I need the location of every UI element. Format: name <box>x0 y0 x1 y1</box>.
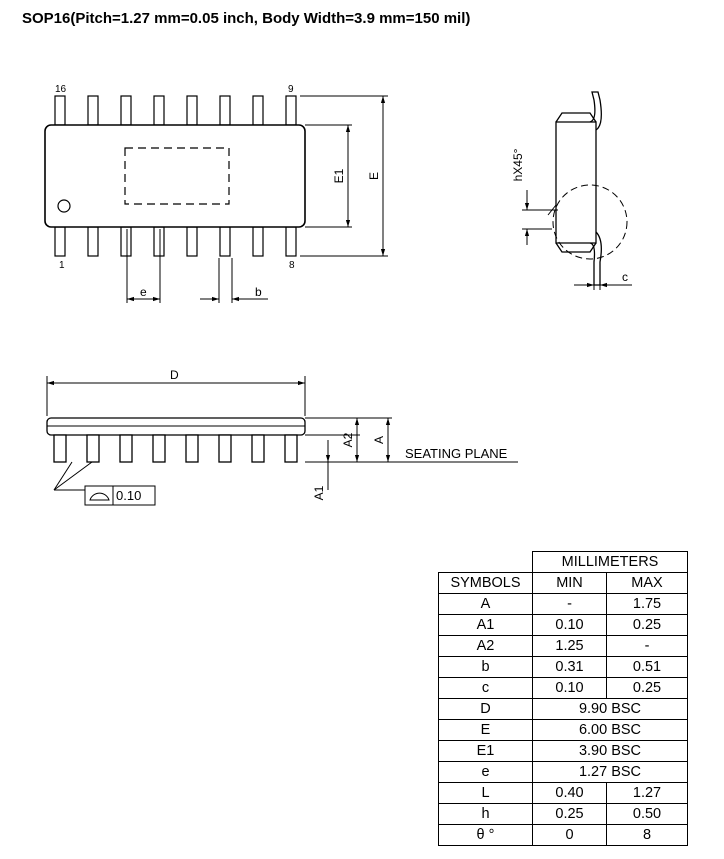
table-cell-min: - <box>533 594 607 615</box>
table-row <box>439 615 688 636</box>
table-row <box>439 804 688 825</box>
table-row <box>439 825 688 846</box>
table-cell-max: 8 <box>607 825 688 846</box>
lead-top <box>187 96 197 125</box>
lead-top <box>253 96 263 125</box>
table-cell-bsc: 3.90 BSC <box>533 741 688 762</box>
dim-label-a: A <box>372 435 386 445</box>
table-row <box>439 594 688 615</box>
table-cell-min: 0.10 <box>533 678 607 699</box>
table-cell-min: 0.40 <box>533 783 607 804</box>
lead-front <box>252 435 264 462</box>
pin-label-1: 1 <box>59 260 65 271</box>
lead-bottom <box>121 227 131 256</box>
table-row <box>439 678 688 699</box>
table-group-header: MILLIMETERS <box>533 552 688 573</box>
table-cell-symbol: θ ° <box>439 825 533 846</box>
seating-plane-label: SEATING PLANE <box>405 446 508 461</box>
dim-label-h: hX45° <box>511 148 525 182</box>
table-cell-bsc: 1.27 BSC <box>533 762 688 783</box>
table-cell-symbol: E <box>439 720 533 741</box>
dim-label-a2: A2 <box>341 432 355 448</box>
table-row <box>439 741 688 762</box>
table-row <box>439 636 688 657</box>
table-header-row <box>439 573 688 594</box>
lead-front <box>54 435 66 462</box>
lead-front <box>186 435 198 462</box>
lead-top <box>88 96 98 125</box>
lead-top <box>55 96 65 125</box>
table-row <box>439 657 688 678</box>
lead-bottom <box>88 227 98 256</box>
top-view <box>45 96 305 256</box>
lead-front <box>285 435 297 462</box>
dim-label-a1: A1 <box>312 485 326 501</box>
lead-top <box>154 96 164 125</box>
table-cell-symbol: e <box>439 762 533 783</box>
table-cell-min: 0 <box>533 825 607 846</box>
lead-front <box>120 435 132 462</box>
dim-label-e1: E1 <box>332 168 346 184</box>
bottom-pins <box>55 227 296 256</box>
table-row <box>439 699 688 720</box>
lead-bottom <box>286 227 296 256</box>
table-row <box>439 720 688 741</box>
table-header-max: MAX <box>607 573 688 594</box>
lead-bottom <box>253 227 263 256</box>
front-view <box>47 418 305 462</box>
table-cell-bsc: 9.90 BSC <box>533 699 688 720</box>
dim-label-pitch: e <box>140 285 147 299</box>
table-corner-cell <box>439 552 533 573</box>
table-cell-max: 0.25 <box>607 678 688 699</box>
table-cell-symbol: D <box>439 699 533 720</box>
lead-top <box>121 96 131 125</box>
table-cell-max: 1.27 <box>607 783 688 804</box>
table-row <box>439 783 688 804</box>
lead-front <box>153 435 165 462</box>
table-header-symbols: SYMBOLS <box>439 573 533 594</box>
dim-label-d: D <box>170 368 179 382</box>
table-cell-symbol: L <box>439 783 533 804</box>
table-cell-symbol: A2 <box>439 636 533 657</box>
table-cell-max: 1.75 <box>607 594 688 615</box>
lead-bottom <box>220 227 230 256</box>
table-cell-min: 0.10 <box>533 615 607 636</box>
table-cell-min: 1.25 <box>533 636 607 657</box>
dim-label-c: c <box>622 270 628 284</box>
side-view <box>548 92 627 285</box>
table-row <box>439 762 688 783</box>
top-pins <box>55 96 296 125</box>
table-cell-min: 0.31 <box>533 657 607 678</box>
dim-label-b: b <box>255 285 262 299</box>
table-cell-max: 0.50 <box>607 804 688 825</box>
table-cell-min: 0.25 <box>533 804 607 825</box>
pin-label-9: 9 <box>288 84 294 95</box>
table-cell-symbol: A1 <box>439 615 533 636</box>
pin-label-16: 16 <box>55 84 67 95</box>
lead-top <box>220 96 230 125</box>
page-title: SOP16(Pitch=1.27 mm=0.05 inch, Body Width=3.9 mm=150 mil) <box>22 10 471 27</box>
table-cell-bsc: 6.00 BSC <box>533 720 688 741</box>
table-cell-symbol: A <box>439 594 533 615</box>
lead-bottom <box>55 227 65 256</box>
dim-label-e: E <box>367 171 381 181</box>
dimension-table <box>438 551 688 846</box>
table-cell-symbol: h <box>439 804 533 825</box>
table-header-min: MIN <box>533 573 607 594</box>
lead-front <box>219 435 231 462</box>
lead-top <box>286 96 296 125</box>
table-cell-max: 0.25 <box>607 615 688 636</box>
lead-bottom <box>154 227 164 256</box>
top-view-body <box>45 125 305 227</box>
table-group-header-row <box>439 552 688 573</box>
table-cell-max: - <box>607 636 688 657</box>
table-cell-symbol: E1 <box>439 741 533 762</box>
lead-bottom <box>187 227 197 256</box>
table-cell-symbol: c <box>439 678 533 699</box>
table-cell-symbol: b <box>439 657 533 678</box>
table-cell-max: 0.51 <box>607 657 688 678</box>
flatness-value: 0.10 <box>116 488 142 503</box>
lead-front <box>87 435 99 462</box>
pin-label-8: 8 <box>289 260 295 271</box>
